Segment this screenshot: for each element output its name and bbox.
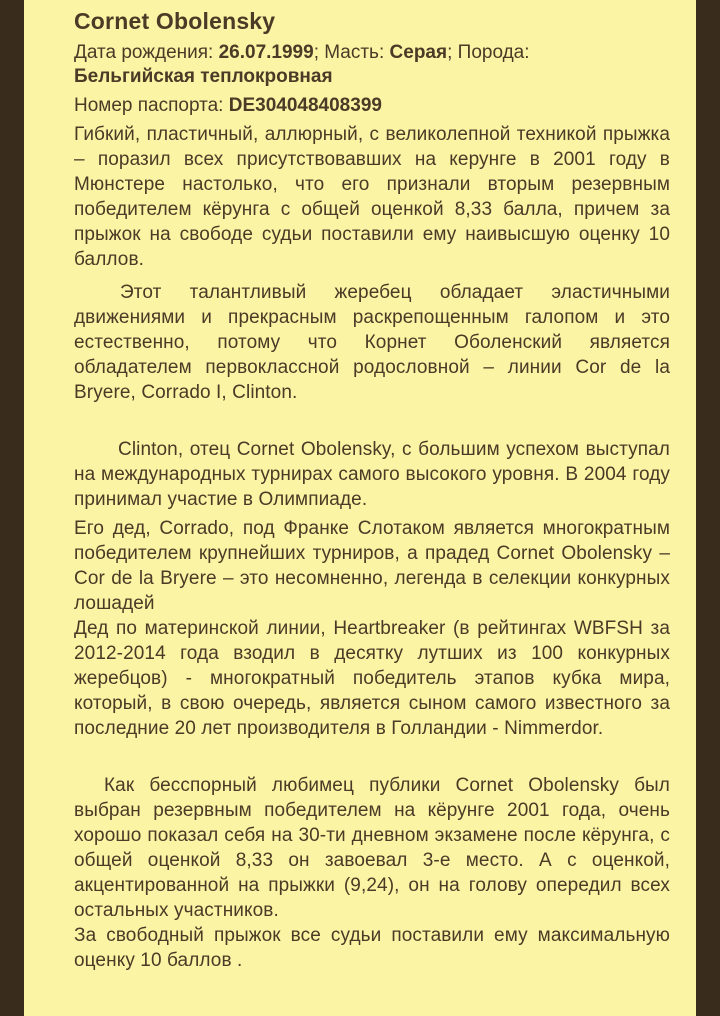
paragraph-1: Гибкий, пластичный, аллюрный, с великолепной техникой прыжка – поразил всех присутствовавших на керунге в 2001 году в Мюнстере настолько, что его признали вторым резервным победителем кёрунга с общей оценкой 8,33 балла, причем за прыжок на свободе судьи поставили ему наивысшую оценку 10 баллов. bbox=[74, 124, 670, 270]
paragraph-6: Как бесспорный любимец публики Cornet Obolensky был выбран резервным победителем на кёрунге 2001 года, очень хорошо показал себя на 30-ти дневном экзамене после кёрунга, с общей оценкой 8,33 он завоевал 3-е место. А с оценкой, акцентированной на прыжки (9,24), он на голову опередил всех остальных участников. bbox=[74, 775, 670, 921]
paragraph-3: Clinton, отец Cornet Obolensky, с большим успехом выступал на международных турнирах самого высокого уровня. В 2004 году принимал участие в Олимпиаде. bbox=[74, 439, 670, 510]
birth-value: 26.07.1999 bbox=[218, 42, 314, 63]
color-value: Серая bbox=[389, 42, 448, 63]
paragraph-4: Его дед, Corrado, под Франке Слотаком является многократным победителем крупнейших турниров, а прадед Cornet Obolensky – Cor de la Bryere – это несомненно, легенда в селекции конкурных лошадей bbox=[74, 518, 671, 614]
breed-label: Порода: bbox=[457, 42, 530, 63]
passport-line bbox=[74, 94, 670, 118]
horse-details: Дата рождения: 26.07.1999; Масть: Серая; Порода: Бельгийская теплокровная bbox=[74, 42, 530, 87]
passport-value: DE304048408399 bbox=[228, 95, 382, 116]
paragraph-2: Этот талантливый жеребец обладает эластичными движениями и прекрасным раскрепощенным галопом и это естественно, потому что Корнет Оболенский является обладателем первоклассной родословной – линии Cor de la Bryere, Corrado I, Clinton. bbox=[74, 282, 670, 403]
birth-label: Дата рождения: bbox=[74, 42, 214, 63]
horse-name-title: Cornet Obolensky bbox=[74, 8, 276, 34]
document-page bbox=[24, 0, 696, 1016]
breed-value: Бельгийская теплокровная bbox=[74, 66, 333, 87]
color-label: Масть: bbox=[324, 42, 385, 63]
passport-label: Номер паспорта: bbox=[74, 95, 224, 116]
paragraph-5: Дед по материнской линии, Heartbreaker (в рейтингах WBFSH за 2012-2014 года взодил в десятку лутших из 100 конкурных жеребцов) - многократный победитель этапов кубка мира, который, в свою очередь, является сыном самого известного за последние 20 лет производителя в Голландии - Nimmerdor. bbox=[74, 618, 670, 739]
paragraph-7: За свободный прыжок все судьи поставили ему максимальную оценку 10 баллов . bbox=[74, 925, 670, 971]
